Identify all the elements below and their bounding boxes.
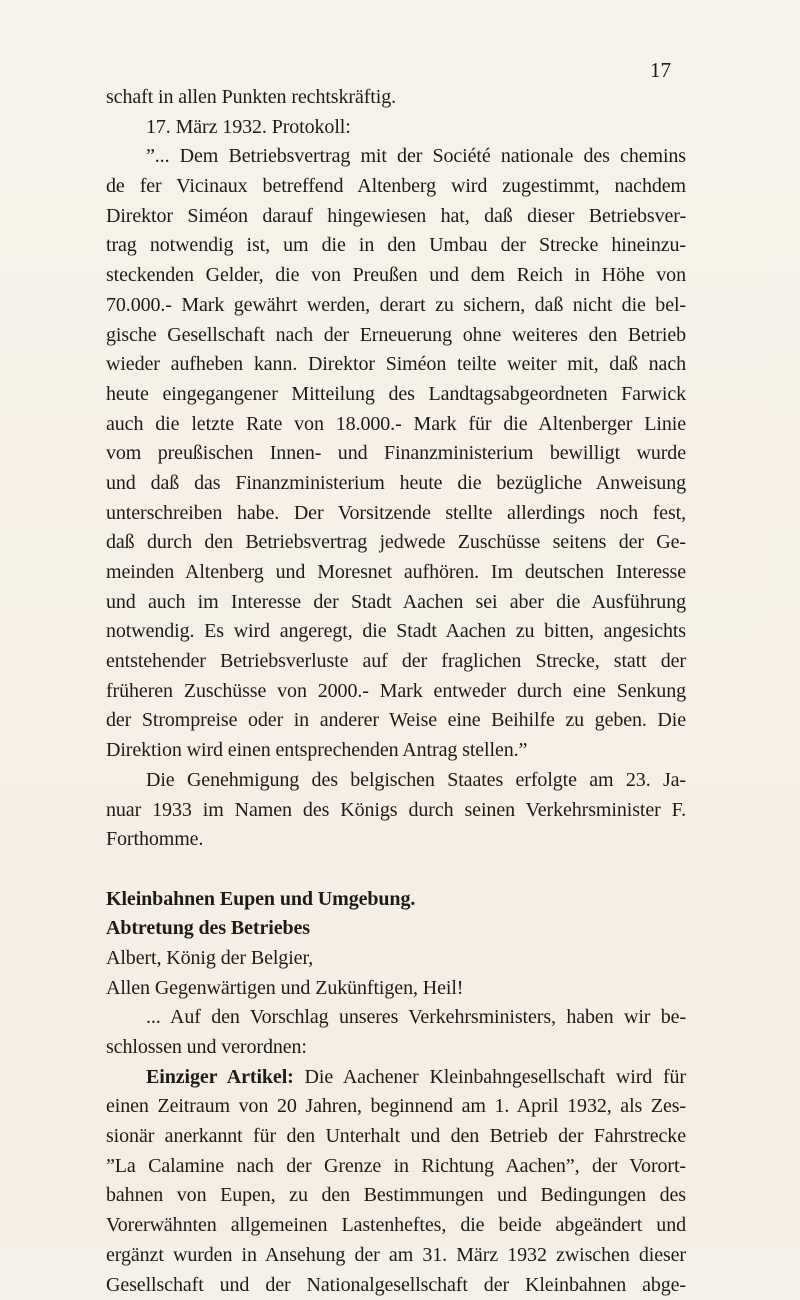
text-line: gische Gesellschaft nach der Erneuerung ohne weiteres den Betrieb: [106, 321, 686, 351]
text-line: Allen Gegenwärtigen und Zukünftigen, Heil!: [106, 974, 686, 1004]
text-line: auch die letzte Rate von 18.000.- Mark für die Altenberger Linie: [106, 410, 686, 440]
text-line: 17. März 1932. Protokoll:: [106, 113, 686, 143]
section-heading-line: Kleinbahnen Eupen und Umgebung.: [106, 885, 686, 915]
text-line: ”... Dem Betriebsvertrag mit der Société nationale des chemins: [106, 142, 686, 172]
text-line: Vorerwähnten allgemeinen Lastenheftes, die beide abgeändert und: [106, 1211, 686, 1241]
text-line: und auch im Interesse der Stadt Aachen sei aber die Ausführung: [106, 588, 686, 618]
text-line: Forthomme.: [106, 825, 686, 855]
text-line: schlossen und verordnen:: [106, 1033, 686, 1063]
page-number: 17: [650, 56, 671, 84]
text-line: trag notwendig ist, um die in den Umbau der Strecke hineinzu-: [106, 231, 686, 261]
body-text: [106, 83, 686, 1300]
text-line: de fer Vicinaux betreffend Altenberg wird zugestimmt, nachdem: [106, 172, 686, 202]
text-line: vom preußischen Innen- und Finanzministerium bewilligt wurde: [106, 439, 686, 469]
text-line: sionär anerkannt für den Unterhalt und den Betrieb der Fahrstrecke: [106, 1122, 686, 1152]
text-line: einen Zeitraum von 20 Jahren, beginnend am 1. April 1932, als Zes-: [106, 1092, 686, 1122]
section-heading-line: Abtretung des Betriebes: [106, 914, 686, 944]
text-line: daß durch den Betriebsvertrag jedwede Zuschüsse seitens der Ge-: [106, 528, 686, 558]
text-line: schaft in allen Punkten rechtskräftig.: [106, 83, 686, 113]
text-line: steckenden Gelder, die von Preußen und dem Reich in Höhe von: [106, 261, 686, 291]
text-line: notwendig. Es wird angeregt, die Stadt Aachen zu bitten, angesichts: [106, 617, 686, 647]
text-line: heute eingegangener Mitteilung des Landtagsabgeordneten Farwick: [106, 380, 686, 410]
text-line: entstehender Betriebsverluste auf der fraglichen Strecke, statt der: [106, 647, 686, 677]
text-line: Direktion wird einen entsprechenden Antrag stellen.”: [106, 736, 686, 766]
text-line: unterschreiben habe. Der Vorsitzende stellte allerdings noch fest,: [106, 499, 686, 529]
text-line: und daß das Finanzministerium heute die bezügliche Anweisung: [106, 469, 686, 499]
text-line: wieder aufheben kann. Direktor Siméon teilte weiter mit, daß nach: [106, 350, 686, 380]
text-line: nuar 1933 im Namen des Königs durch seinen Verkehrsminister F.: [106, 796, 686, 826]
article-text: Die Aachener Kleinbahngesellschaft wird für: [294, 1066, 686, 1088]
text-line: ergänzt wurden in Ansehung der am 31. März 1932 zwischen dieser: [106, 1241, 686, 1271]
text-line: früheren Zuschüsse von 2000.- Mark entweder durch eine Senkung: [106, 677, 686, 707]
text-line: Die Genehmigung des belgischen Staates erfolgte am 23. Ja-: [106, 766, 686, 796]
text-line: bahnen von Eupen, zu den Bestimmungen und Bedingungen des: [106, 1181, 686, 1211]
text-line: 70.000.- Mark gewährt werden, derart zu sichern, daß nicht die bel-: [106, 291, 686, 321]
text-line: ”La Calamine nach der Grenze in Richtung Aachen”, der Vorort-: [106, 1152, 686, 1182]
text-line: Albert, König der Belgier,: [106, 944, 686, 974]
text-line: der Strompreise oder in anderer Weise eine Beihilfe zu geben. Die: [106, 706, 686, 736]
text-line: Direktor Siméon darauf hingewiesen hat, daß dieser Betriebsver-: [106, 202, 686, 232]
text-line: ... Auf den Vorschlag unseres Verkehrsministers, haben wir be-: [106, 1003, 686, 1033]
paragraph-gap: [106, 855, 686, 885]
text-line: meinden Altenberg und Moresnet aufhören. Im deutschen Interesse: [106, 558, 686, 588]
text-line: [106, 1063, 686, 1093]
article-label: Einziger Artikel:: [146, 1066, 294, 1088]
text-line: Gesellschaft und der Nationalgesellschaft der Kleinbahnen abge-: [106, 1271, 686, 1300]
